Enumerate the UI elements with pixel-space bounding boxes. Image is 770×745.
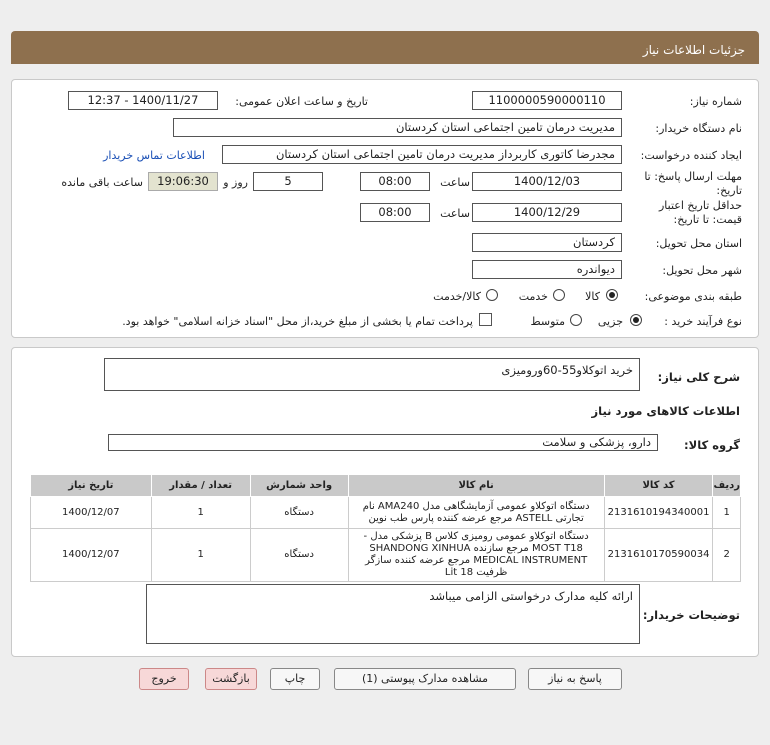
- validity-label: حداقل تاریخ اعتبار قیمت: تا تاریخ:: [658, 199, 742, 226]
- col-index: ردیف: [713, 475, 741, 497]
- creator-label: ایجاد کننده درخواست:: [640, 149, 742, 162]
- deadline-label: مهلت ارسال پاسخ: تا تاریخ:: [644, 170, 742, 197]
- process-option-medium: متوسط: [530, 315, 565, 328]
- goods-group-label: گروه کالا:: [684, 438, 740, 452]
- buyer-label: نام دستگاه خریدار:: [655, 122, 742, 135]
- page-header: [11, 31, 759, 64]
- category-option-service: خدمت: [518, 290, 548, 303]
- row-date: 1400/12/07: [31, 497, 152, 529]
- row-name: دستگاه اتوکلاو عمومی رومیزی کلاس B پزشکی مدل -MOST T18 مرجع سازنده SHANDONG XINHUA MEDICAL INSTRUMENT مرجع عرضه کننده سازگر ظرفیت 18 Lit: [348, 529, 604, 582]
- col-code: کد کالا: [604, 475, 713, 497]
- deadline-date-field: 1400/12/03: [472, 172, 622, 191]
- remaining-time-field: 19:06:30: [148, 172, 218, 191]
- buyer-contact-link[interactable]: اطلاعات تماس خریدار: [103, 149, 205, 162]
- province-field: کردستان: [472, 233, 622, 252]
- category-radio-goods[interactable]: [606, 289, 618, 301]
- notes-field: ارائه کلیه مدارک درخواستی الزامی میباشد: [146, 584, 640, 644]
- row-name: دستگاه اتوکلاو عمومی آزمایشگاهی مدل AMA240 نام تجارتی ASTELL مرجع عرضه کننده پارس طب نوین: [348, 497, 604, 529]
- announce-label: تاریخ و ساعت اعلان عمومی:: [235, 95, 368, 108]
- validity-time-field: 08:00: [360, 203, 430, 222]
- col-qty: تعداد / مقدار: [151, 475, 250, 497]
- row-code: 2131610194340001: [604, 497, 713, 529]
- category-radio-goods-service[interactable]: [486, 289, 498, 301]
- process-label: نوع فرآیند خرید :: [664, 315, 742, 328]
- goods-section-title: اطلاعات کالاهای مورد نیاز: [591, 404, 740, 418]
- city-label: شهر محل تحویل:: [662, 264, 742, 277]
- process-radio-medium[interactable]: [570, 314, 582, 326]
- col-unit: واحد شمارش: [250, 475, 348, 497]
- col-date: تاریخ نیاز: [31, 475, 152, 497]
- table-header-row: [31, 475, 741, 497]
- treasury-note: پرداخت تمام یا بخشی از مبلغ خرید،از محل "اسناد خزانه اسلامی" خواهد بود.: [122, 315, 473, 328]
- back-button[interactable]: بازگشت: [205, 668, 257, 690]
- page-title: جزئیات اطلاعات نیاز: [642, 43, 745, 57]
- validity-date-field: 1400/12/29: [472, 203, 622, 222]
- goods-group-field: دارو، پزشکی و سلامت: [108, 434, 658, 451]
- province-label: استان محل تحویل:: [655, 237, 742, 250]
- row-unit: دستگاه: [250, 497, 348, 529]
- row-qty: 1: [151, 497, 250, 529]
- goods-table: [30, 474, 741, 582]
- row-code: 2131610170590034: [604, 529, 713, 582]
- row-index: 1: [713, 497, 741, 529]
- category-option-goods: کالا: [585, 290, 600, 303]
- print-button[interactable]: چاپ: [270, 668, 320, 690]
- days-label: روز و: [223, 176, 248, 189]
- row-date: 1400/12/07: [31, 529, 152, 582]
- announce-field: 1400/11/27 - 12:37: [68, 91, 218, 110]
- col-name: نام کالا: [348, 475, 604, 497]
- need-number-label: شماره نیاز:: [689, 95, 742, 108]
- row-qty: 1: [151, 529, 250, 582]
- remaining-label: ساعت باقی مانده: [61, 176, 143, 189]
- reply-button[interactable]: پاسخ به نیاز: [528, 668, 622, 690]
- category-option-goods-service: کالا/خدمت: [433, 290, 481, 303]
- process-radio-minor[interactable]: [630, 314, 642, 326]
- buyer-field: مدیریت درمان تامین اجتماعی استان کردستان: [173, 118, 622, 137]
- city-field: دیواندره: [472, 260, 622, 279]
- process-option-minor: جزیی: [597, 315, 623, 328]
- row-index: 2: [713, 529, 741, 582]
- table-row: [31, 497, 741, 529]
- deadline-time-field: 08:00: [360, 172, 430, 191]
- treasury-checkbox[interactable]: [479, 313, 492, 326]
- row-unit: دستگاه: [250, 529, 348, 582]
- category-radio-service[interactable]: [553, 289, 565, 301]
- category-label: طبقه بندی موضوعی:: [644, 290, 742, 303]
- table-row: [31, 529, 741, 582]
- exit-button[interactable]: خروج: [139, 668, 189, 690]
- summary-label: شرح کلی نیاز:: [657, 370, 740, 384]
- need-number-field: 1100000590000110: [472, 91, 622, 110]
- attachments-button[interactable]: مشاهده مدارک پیوستی (1): [334, 668, 516, 690]
- summary-field: خرید اتوکلاو55-60ورومیزی: [104, 358, 640, 391]
- notes-label: توضیحات خریدار:: [642, 608, 740, 622]
- creator-field: مجدرضا کاتوری کاربرداز مدیریت درمان تامین اجتماعی استان کردستان: [222, 145, 622, 164]
- days-field: 5: [253, 172, 323, 191]
- deadline-time-label: ساعت: [440, 176, 470, 189]
- validity-time-label: ساعت: [440, 207, 470, 220]
